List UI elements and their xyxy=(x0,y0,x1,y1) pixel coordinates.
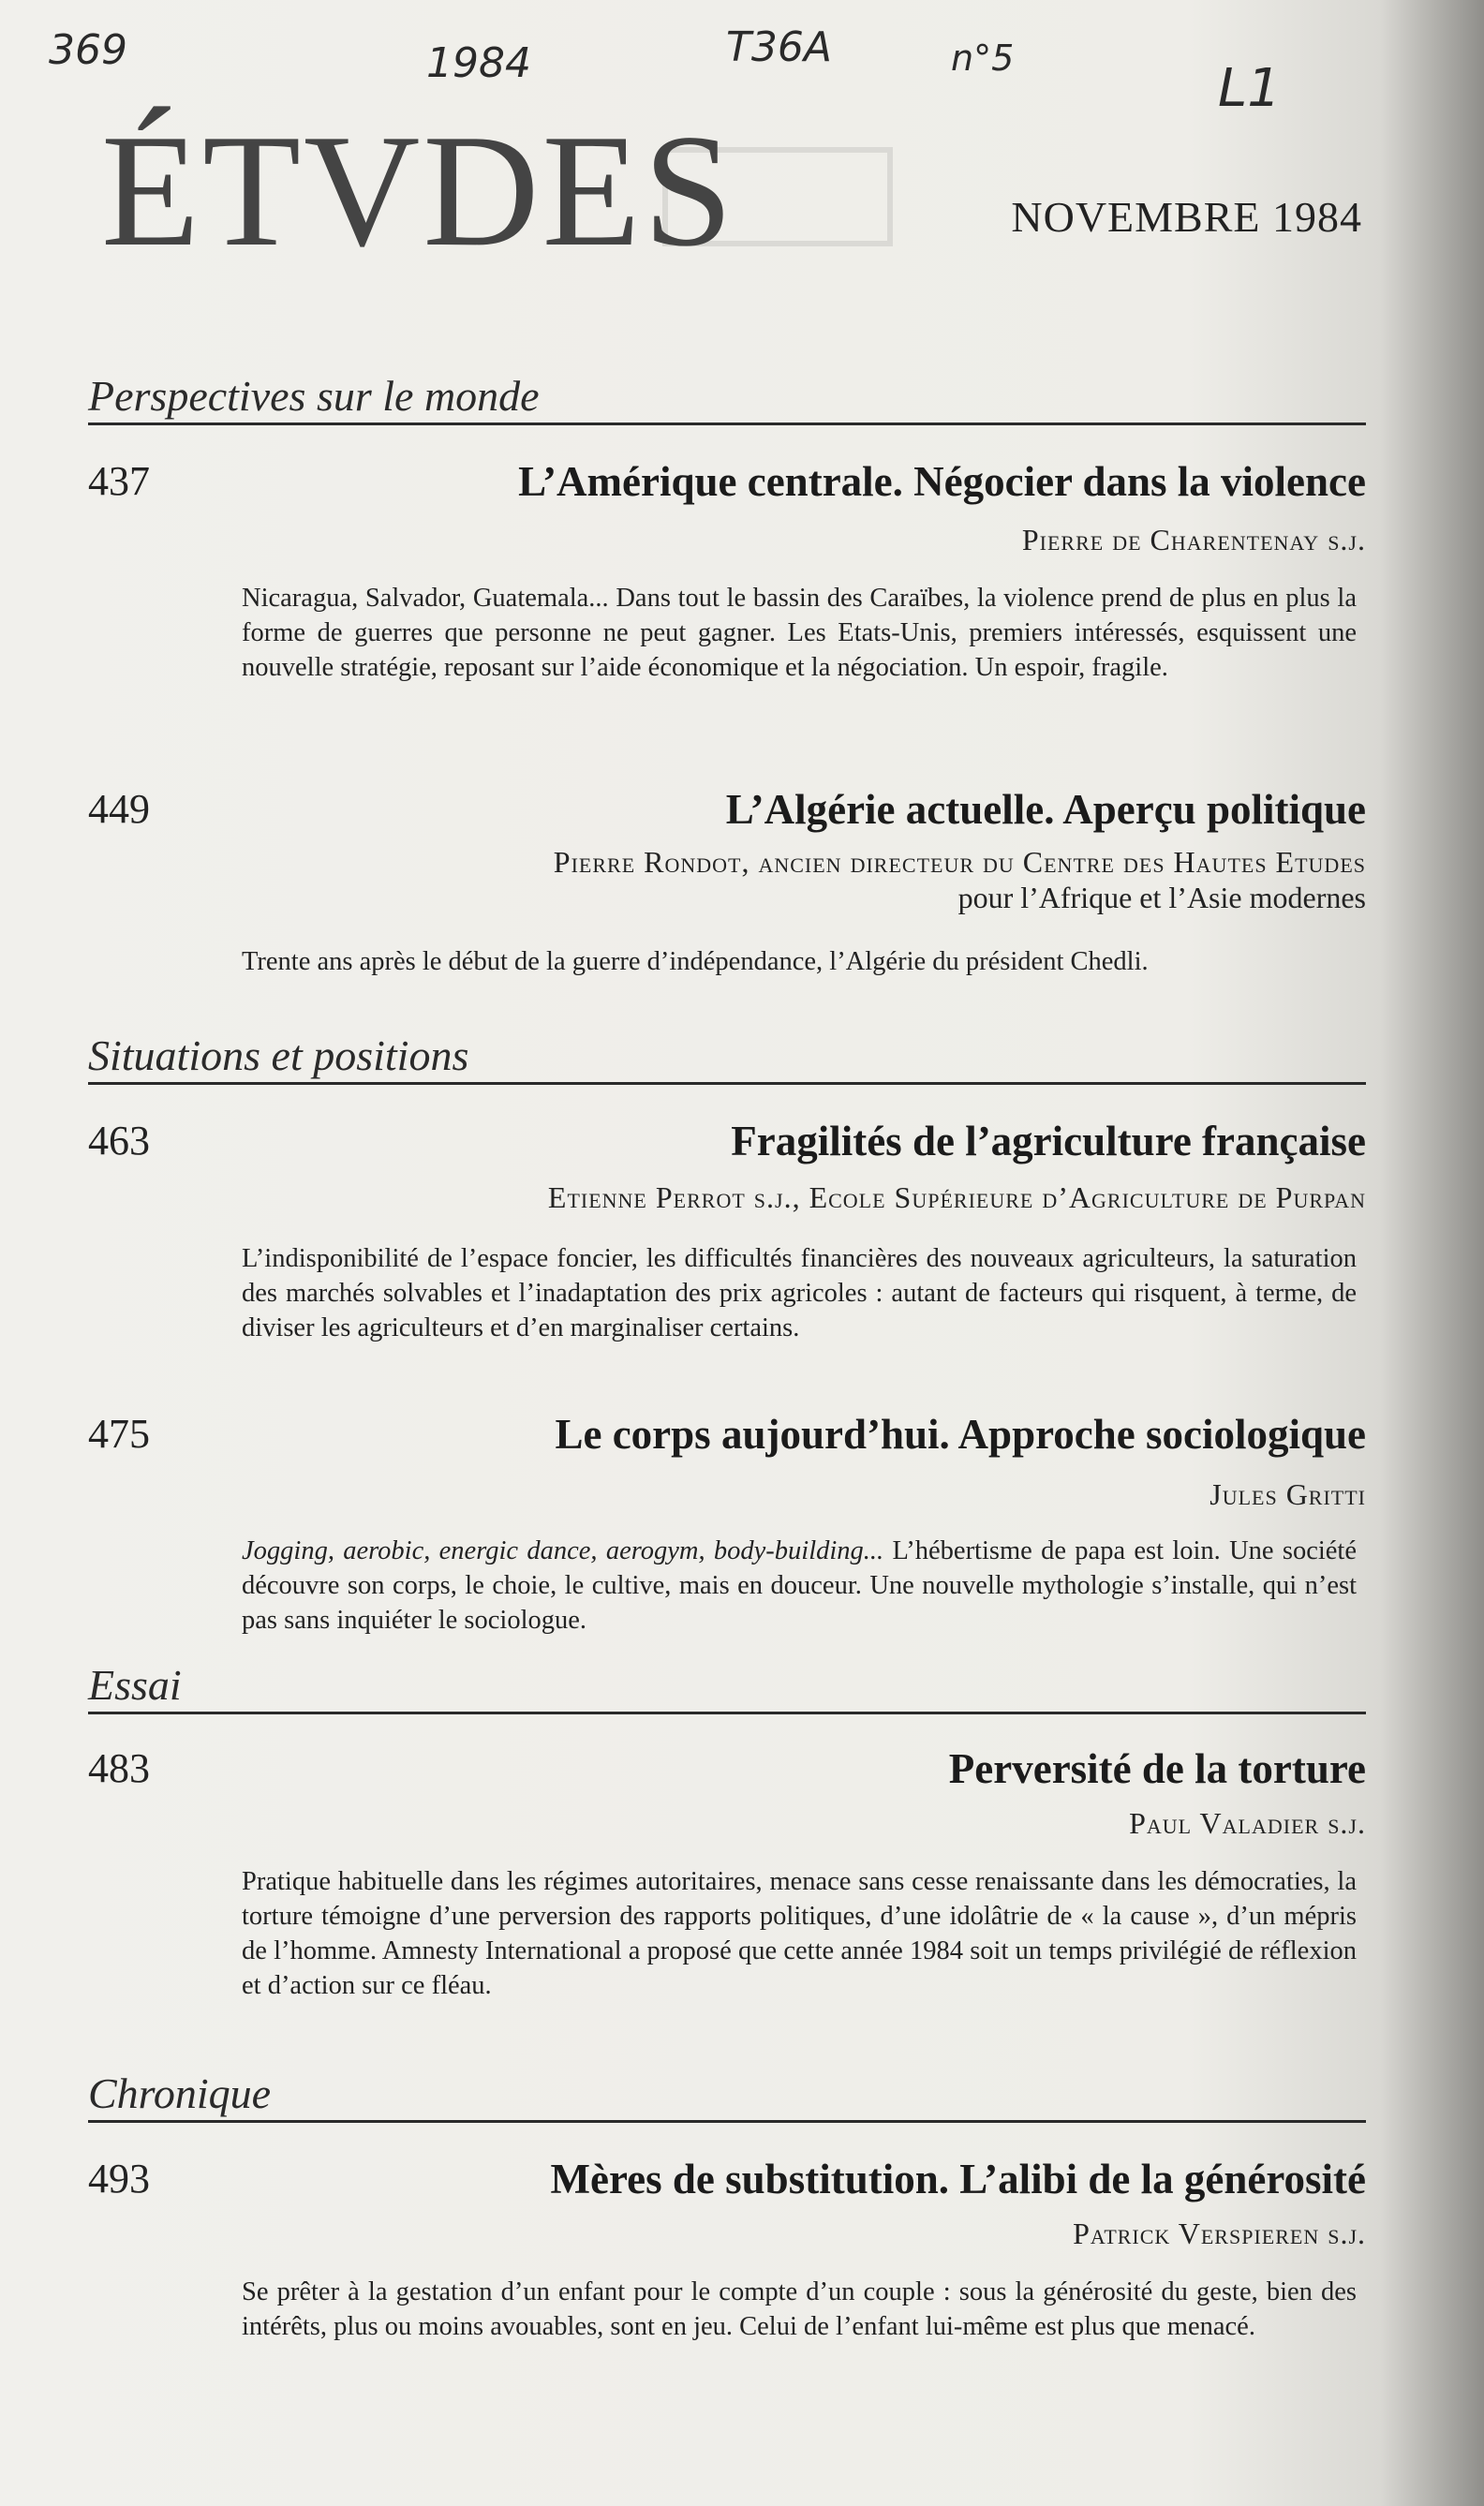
article-page-number: 449 xyxy=(88,786,150,832)
article-author: Patrick Verspieren s.j. xyxy=(1073,2217,1366,2250)
abstract-text: L’hébertisme de papa est loin. Une société découvre son corps, le choie, le cultive, mais en douceur. Une nouvelle mythologie s’installe, qui n’est pas sans inquiéter le sociologue. xyxy=(242,1536,1357,1635)
magazine-title: ÉTVDES xyxy=(101,102,736,280)
article-author: Pierre Rondot, ancien directeur du Centre des Hautes Etudes xyxy=(553,845,1366,879)
handwritten-mark: n°5 xyxy=(951,37,1015,79)
article-page-number: 475 xyxy=(88,1411,150,1457)
article-page-number: 437 xyxy=(88,458,150,504)
handwritten-mark: 369 xyxy=(49,26,127,74)
article-page-number: 463 xyxy=(88,1118,150,1164)
article-title: Mères de substitution. L’alibi de la générosité xyxy=(550,2156,1366,2202)
article-author: Paul Valadier s.j. xyxy=(1129,1806,1366,1840)
handwritten-mark: 1984 xyxy=(426,39,531,87)
article-abstract: Nicaragua, Salvador, Guatemala... Dans tout le bassin des Caraïbes, la violence prend de plus en plus la forme de guerres que personne ne peut gagner. Les Etats-Unis, premiers intéressés, esquissent une nouvelle stratégie, reposant sur l’aide économique et la négociation. Un espoir, fragile. xyxy=(242,584,1357,682)
article-abstract: Se prêter à la gestation d’un enfant pour le compte d’un couple : sous la générosité du geste, bien des intérêts, plus ou moins avouables, sont en jeu. Celui de l’enfant lui-même est plus que menacé. xyxy=(242,2277,1357,2341)
abstract-italic-lead: Jogging, aerobic, energic dance, aerogym, body-building... xyxy=(242,1536,884,1565)
handwritten-mark: L1 xyxy=(1218,58,1281,119)
article-author: Jules Gritti xyxy=(1209,1477,1366,1511)
article-author-affiliation: pour l’Afrique et l’Asie modernes xyxy=(957,881,1366,914)
handwritten-mark: T36A xyxy=(726,23,832,71)
section-heading: Situations et positions xyxy=(88,1032,1366,1085)
article-page-number: 493 xyxy=(88,2156,150,2202)
section-heading: Perspectives sur le monde xyxy=(88,373,1366,425)
article-title: L’Amérique centrale. Négocier dans la violence xyxy=(518,458,1366,505)
article-page-number: 483 xyxy=(88,1745,150,1791)
article-abstract: L’indisponibilité de l’espace foncier, les difficultés financières des nouveaux agriculteurs, la saturation des marchés solvables et l’inadaptation des prix agricoles : autant de facteurs qui risquent, à terme, de diviser les agriculteurs et d’en marginaliser certains. xyxy=(242,1244,1357,1342)
issue-date: NOVEMBRE 1984 xyxy=(1011,193,1362,241)
article-abstract xyxy=(242,1534,1357,1638)
article-title: Le corps aujourd’hui. Approche sociologique xyxy=(555,1411,1366,1458)
section-heading: Essai xyxy=(88,1662,1366,1714)
article-abstract: Pratique habituelle dans les régimes autoritaires, menace sans cesse renaissante dans les démocraties, la torture témoigne d’une perversion des rapports politiques, d’une idolâtrie de « la cause », d’un mépris de l’homme. Amnesty International a proposé que cette année 1984 soit un temps privilégié de réflexion et d’action sur ce fléau. xyxy=(242,1867,1357,2000)
article-author: Pierre de Charentenay s.j. xyxy=(1021,523,1366,556)
article-author: Etienne Perrot s.j., Ecole Supérieure d’Agriculture de Purpan xyxy=(547,1180,1366,1214)
article-abstract: Trente ans après le début de la guerre d’indépendance, l’Algérie du président Chedli. xyxy=(242,947,1149,976)
section-heading: Chronique xyxy=(88,2070,1366,2123)
article-title: L’Algérie actuelle. Aperçu politique xyxy=(725,786,1366,833)
article-title: Perversité de la torture xyxy=(948,1745,1366,1792)
article-title: Fragilités de l’agriculture française xyxy=(731,1118,1366,1164)
